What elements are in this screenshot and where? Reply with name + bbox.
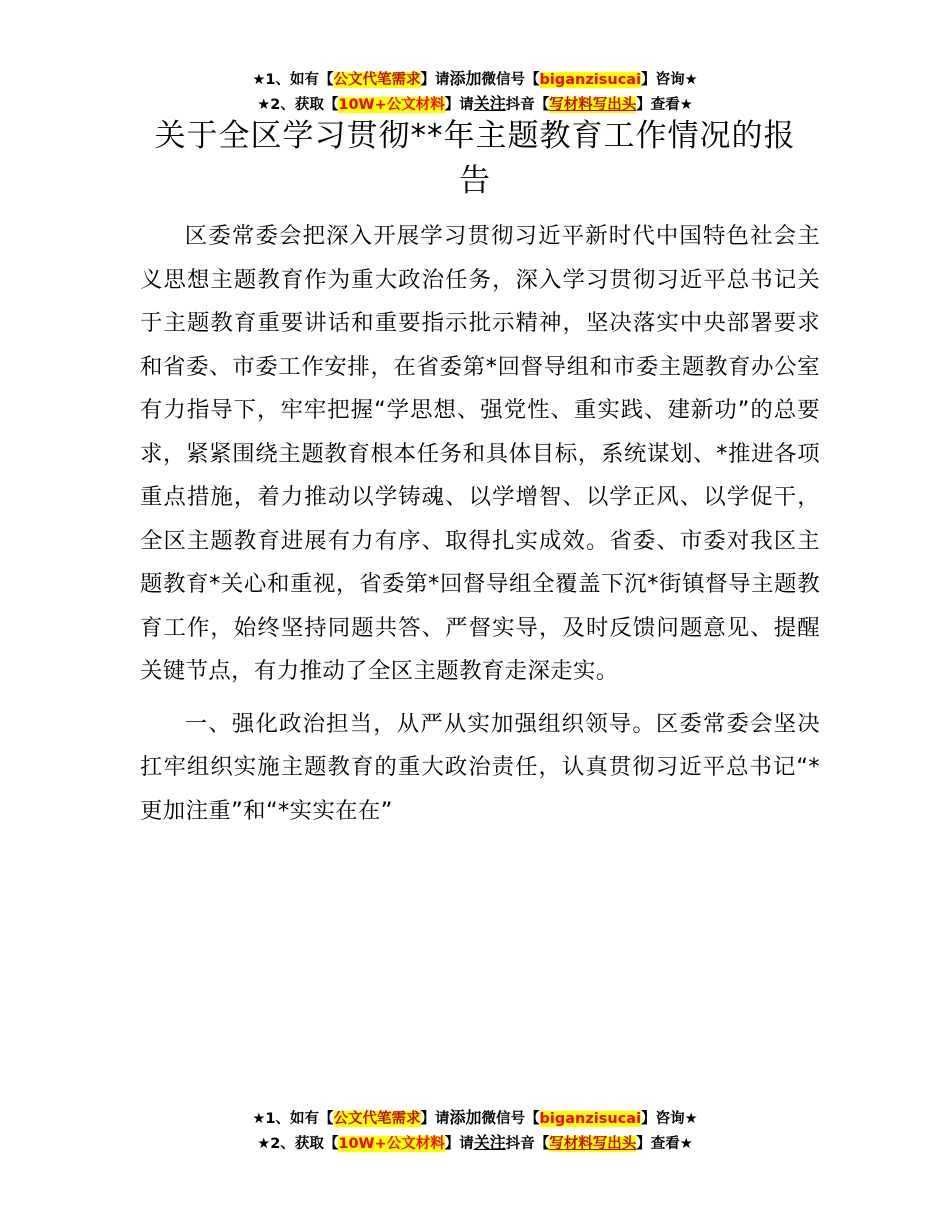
highlight-materials: 10W+公文材料 [338,1136,445,1152]
highlight-wechat-id: biganzisucai [539,1111,642,1127]
promo-line-1: ★1、如有【公文代笔需求】请添加微信号【biganzisucai】咨询★ [252,1108,698,1127]
highlight-service: 公文代笔需求 [333,1111,421,1127]
body-paragraph: 一、强化政治担当，从严从实加强组织领导。区委常委会坚决扛牢组织实施主题教育的重大政治责任，认真贯彻习近平总书记“*更加注重”和“*实实在在” [140,710,820,824]
header-promo-banner [0,67,950,117]
highlight-service: 公文代笔需求 [333,72,421,88]
highlight-materials: 10W+公文材料 [338,97,445,113]
document-body [140,215,820,842]
highlight-wechat-id: biganzisucai [539,72,642,88]
promo-line-1: ★1、如有【公文代笔需求】请添加微信号【biganzisucai】咨询★ [252,69,698,88]
footer-promo-banner [0,1106,950,1156]
promo-line-2: ★2、获取【10W+公文材料】请关注抖音【写材料写出头】查看★ [257,1133,693,1152]
promo-line-2: ★2、获取【10W+公文材料】请关注抖音【写材料写出头】查看★ [257,94,693,113]
highlight-douyin-account: 写材料写出头 [549,97,637,113]
highlight-douyin-account: 写材料写出头 [549,1136,637,1152]
body-paragraph: 区委常委会把深入开展学习贯彻习近平新时代中国特色社会主义思想主题教育作为重大政治任务，深入学习贯彻习近平总书记关于主题教育重要讲话和重要指示批示精神，坚决落实中央部署要求和省委、市委工作安排，在省委第*回督导组和市委主题教育办公室有力指导下，牢牢把握“学思想、强党性、重实践、建新功”的总要求，紧紧围绕主题教育根本任务和具体目标，系统谋划、*推进各项重点措施，着力推动以学铸魂、以学增智、以学正风、以学促干，全区主题教育进展有力有序、取得扎实成效。省委、市委对我区主题教育*关心和重视，省委第*回督导组全覆盖下沉*街镇督导主题教育工作，始终坚持同题共答、严督实导，及时反馈问题意见、提醒关键节点，有力推动了全区主题教育走深走实。 [140,223,820,684]
document-title: 关于全区学习贯彻**年主题教育工作情况的报告 [154,118,796,199]
